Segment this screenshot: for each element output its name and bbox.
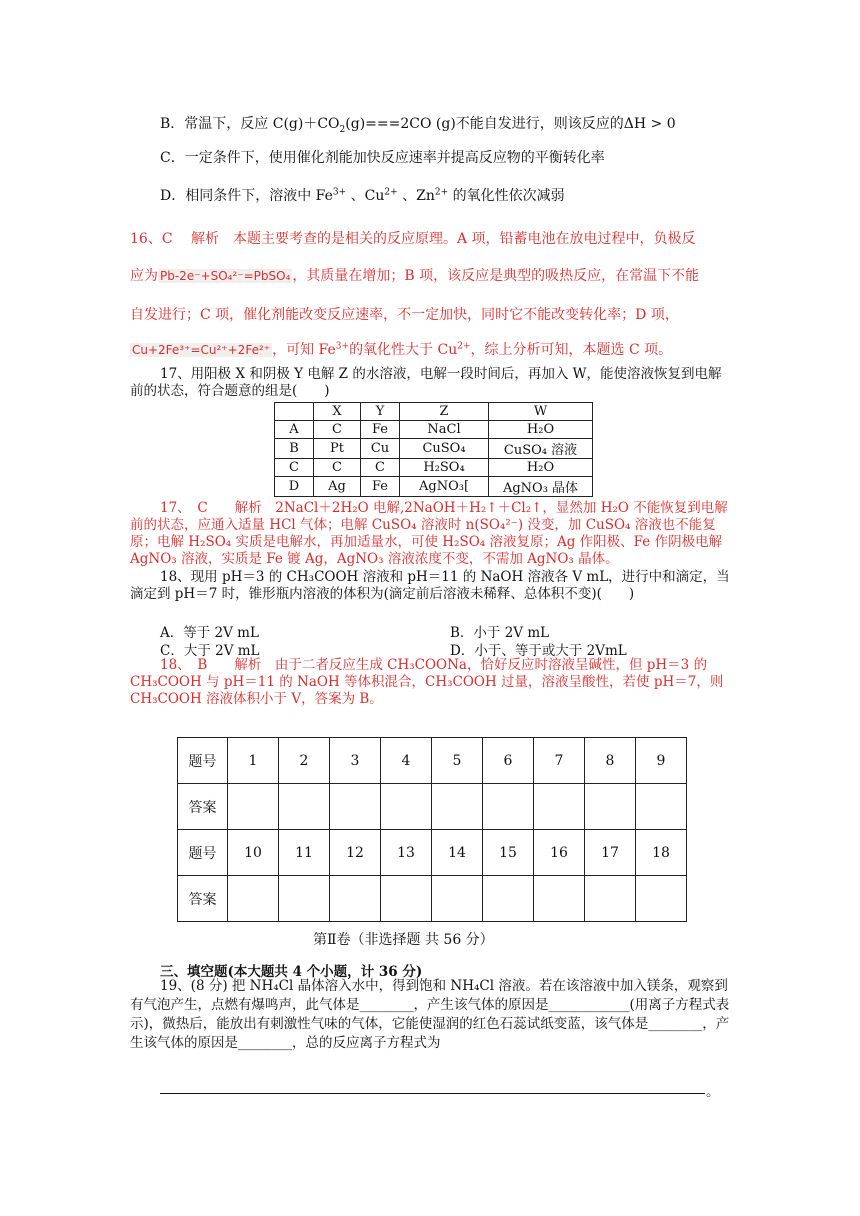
cell: Ag <box>314 477 361 497</box>
cell: CuSO₄ <box>400 439 489 459</box>
answer-cell[interactable] <box>279 876 330 922</box>
answer-cell[interactable] <box>636 784 687 830</box>
a16-equation-image-1: Pb-2e⁻+SO₄²⁻=PbSO₄ <box>160 269 291 283</box>
question-number: 6 <box>483 738 534 784</box>
question-number: 9 <box>636 738 687 784</box>
a16-line2 <box>130 265 699 285</box>
cell: H₂O <box>489 421 593 439</box>
a16-l2a: 应为 <box>130 268 158 284</box>
question-number: 8 <box>585 738 636 784</box>
answer-cell[interactable] <box>534 784 585 830</box>
cell: AgNO₃ 晶体 <box>489 477 593 497</box>
question-number: 12 <box>330 830 381 876</box>
q15-option-d-sup3: 2+ <box>434 187 449 198</box>
table-row <box>275 421 593 439</box>
question-number: 2 <box>279 738 330 784</box>
answer-cell[interactable] <box>483 784 534 830</box>
q15-option-d-text-a: D．相同条件下，溶液中 Fe <box>160 188 333 204</box>
cell: D <box>275 477 314 497</box>
row-label: 答案 <box>178 876 228 922</box>
cell: NaCl <box>400 421 489 439</box>
a16-l4b: 的氧化性大于 Cu <box>349 342 458 358</box>
question-number: 10 <box>228 830 279 876</box>
answer-cell[interactable] <box>381 784 432 830</box>
a16-l4-sup2: 2+ <box>457 341 471 352</box>
q17-h0 <box>275 403 314 421</box>
cell: C <box>361 459 400 477</box>
q18-option-d: D．小于、等于或大于 2VmL <box>450 643 627 659</box>
q15-option-d <box>160 185 565 205</box>
cell: Fe <box>361 477 400 497</box>
q15-option-b-text-a: B．常温下，反应 C(g)＋CO <box>160 116 340 132</box>
table-row <box>178 784 687 830</box>
q15-option-b-text-b: (g)===2CO (g)不能自发进行，则该反应的ΔH > 0 <box>345 116 676 132</box>
row-label: 题号 <box>178 738 228 784</box>
answer-cell[interactable] <box>585 784 636 830</box>
q17-h3: Z <box>400 403 489 421</box>
q15-option-c: C．一定条件下，使用催化剂能加快反应速率并提高反应物的平衡转化率 <box>160 150 605 166</box>
q19-text: 19、(8 分) 把 NH₄Cl 晶体溶入水中，得到饱和 NH₄Cl 溶液。若在该溶液中加入镁条，观察到有气泡产生，点燃有爆鸣声，此气体是________，产生该气体的原因是____________(用离子方程式表示)，微热后，能放出有刺激性气味的气体，它能使湿润的红色石蕊试纸变蓝，该气体是________，产生该气体的原因是________，总的反应离子方程式为 <box>130 978 730 1051</box>
q18-text: 18、现用 pH＝3 的 CH₃COOH 溶液和 pH＝11 的 NaOH 溶液各 V mL，进行中和滴定，当滴定到 pH＝7 时，锥形瓶内溶液的体积为(滴定前后溶液未稀释、总体积不变)( ) <box>130 569 730 602</box>
a16-l4-sup1: 3+ <box>335 341 350 352</box>
a16-l2b: ，其质量在增加；B 项，该反应是典型的吸热反应，在常温下不能 <box>292 268 700 284</box>
answer-cell[interactable] <box>432 784 483 830</box>
cell: Pt <box>314 439 361 459</box>
q17-h4: W <box>489 403 593 421</box>
question-number: 4 <box>381 738 432 784</box>
q17-h1: X <box>314 403 361 421</box>
question-number: 13 <box>381 830 432 876</box>
row-label: 答案 <box>178 784 228 830</box>
cell: H₂SO₄ <box>400 459 489 477</box>
part2-heading: 第Ⅱ卷（非选择题 共 56 分） <box>313 932 494 948</box>
cell: B <box>275 439 314 459</box>
a16-l4c: ，综上分析可知，本题选 C 项。 <box>470 342 673 358</box>
question-number: 18 <box>636 830 687 876</box>
a18-text: 18、 B 解析 由于二者反应生成 CH₃COONa，恰好反应时溶液呈碱性，但 pH＝3 的 CH₃COOH 与 pH＝11 的 NaOH 等体积混合，CH₃COOH 过量，溶液呈酸性，若使 pH＝7，则 CH₃COOH 溶液体积小于 V，答案为 B。 <box>130 657 724 707</box>
q17-text: 17、用阳极 X 和阴极 Y 电解 Z 的水溶液，电解一段时间后，再加入 W，能使溶液恢复到电解前的状态，符合题意的组是( ) <box>130 366 722 399</box>
cell: Cu <box>361 439 400 459</box>
a16-line4 <box>130 339 672 359</box>
cell: AgNO₃[ <box>400 477 489 497</box>
question-number: 17 <box>585 830 636 876</box>
answer-cell[interactable] <box>534 876 585 922</box>
q17-table <box>274 402 593 497</box>
question-number: 5 <box>432 738 483 784</box>
table-row <box>178 738 687 784</box>
question-number: 16 <box>534 830 585 876</box>
question-number: 3 <box>330 738 381 784</box>
answer-sheet-table <box>177 737 687 922</box>
q18-option-b: B．小于 2V mL <box>450 625 550 641</box>
table-row <box>178 876 687 922</box>
answer-cell[interactable] <box>330 784 381 830</box>
q15-option-d-text-d: 的氧化性依次减弱 <box>448 188 565 204</box>
table-row <box>275 459 593 477</box>
question-number: 14 <box>432 830 483 876</box>
row-label: 题号 <box>178 830 228 876</box>
table-row <box>275 477 593 497</box>
q19-end-mark: 。 <box>706 1084 720 1100</box>
q19-answer-line[interactable] <box>160 1093 705 1094</box>
answer-cell[interactable] <box>636 876 687 922</box>
answer-cell[interactable] <box>432 876 483 922</box>
a16-equation-image-2: Cu+2Fe³⁺=Cu²⁺+2Fe²⁺ <box>132 343 271 357</box>
a16-line1: 16、C 解析 本题主要考查的是相关的反应原理。A 项，铅蓄电池在放电过程中，负极反 <box>130 231 696 247</box>
answer-cell[interactable] <box>585 876 636 922</box>
cell: C <box>314 421 361 439</box>
q15-option-d-text-b: 、Cu <box>346 188 385 204</box>
table-row <box>275 439 593 459</box>
cell: C <box>314 459 361 477</box>
a17-text: 17、 C 解析 2NaCl＋2H₂O 电解,2NaOH＋H₂↑＋Cl₂↑，显然加 H₂O 不能恢复到电解前的状态，应通入适量 HCl 气体；电解 CuSO₄ 溶液时 n(SO₄²⁻) 没变，加 CuSO₄ 溶液也不能复原；电解 H₂SO₄ 实质是电解水，再加适量水，可使 H₂SO₄ 溶液复原；Ag 作阳极、Fe 作阴极电解 AgNO₃ 溶液，实质是 Fe 镀 Ag，AgNO₃ 溶液浓度不变，不需加 AgNO₃ 晶体。 <box>130 500 728 567</box>
q18-option-a: A．等于 2V mL <box>160 625 259 641</box>
a16-l4a: ，可知 Fe <box>272 342 336 358</box>
question-number: 11 <box>279 830 330 876</box>
cell: Fe <box>361 421 400 439</box>
a16-line3: 自发进行；C 项，催化剂能改变反应速率，不一定加快，同时它不能改变转化率；D 项， <box>130 307 679 323</box>
cell: C <box>275 459 314 477</box>
answer-cell[interactable] <box>228 876 279 922</box>
q17-h2: Y <box>361 403 400 421</box>
cell: CuSO₄ 溶液 <box>489 439 593 459</box>
q15-option-d-sup1: 3+ <box>332 187 347 198</box>
question-number: 1 <box>228 738 279 784</box>
table-row <box>178 830 687 876</box>
answer-cell[interactable] <box>483 876 534 922</box>
cell: H₂O <box>489 459 593 477</box>
section3-heading: 三、填空题(本大题共 4 个小题，计 36 分) <box>160 964 423 980</box>
cell: A <box>275 421 314 439</box>
q15-option-d-text-c: 、Zn <box>397 188 435 204</box>
question-number: 15 <box>483 830 534 876</box>
answer-cell[interactable] <box>279 784 330 830</box>
q15-option-b <box>160 113 676 135</box>
answer-cell[interactable] <box>330 876 381 922</box>
q17-table-header <box>275 403 593 421</box>
q15-option-b-sub: 2 <box>339 124 346 135</box>
q15-option-d-sup2: 2+ <box>384 187 398 198</box>
answer-cell[interactable] <box>381 876 432 922</box>
answer-cell[interactable] <box>228 784 279 830</box>
q18-option-c: C．大于 2V mL <box>160 643 260 659</box>
question-number: 7 <box>534 738 585 784</box>
